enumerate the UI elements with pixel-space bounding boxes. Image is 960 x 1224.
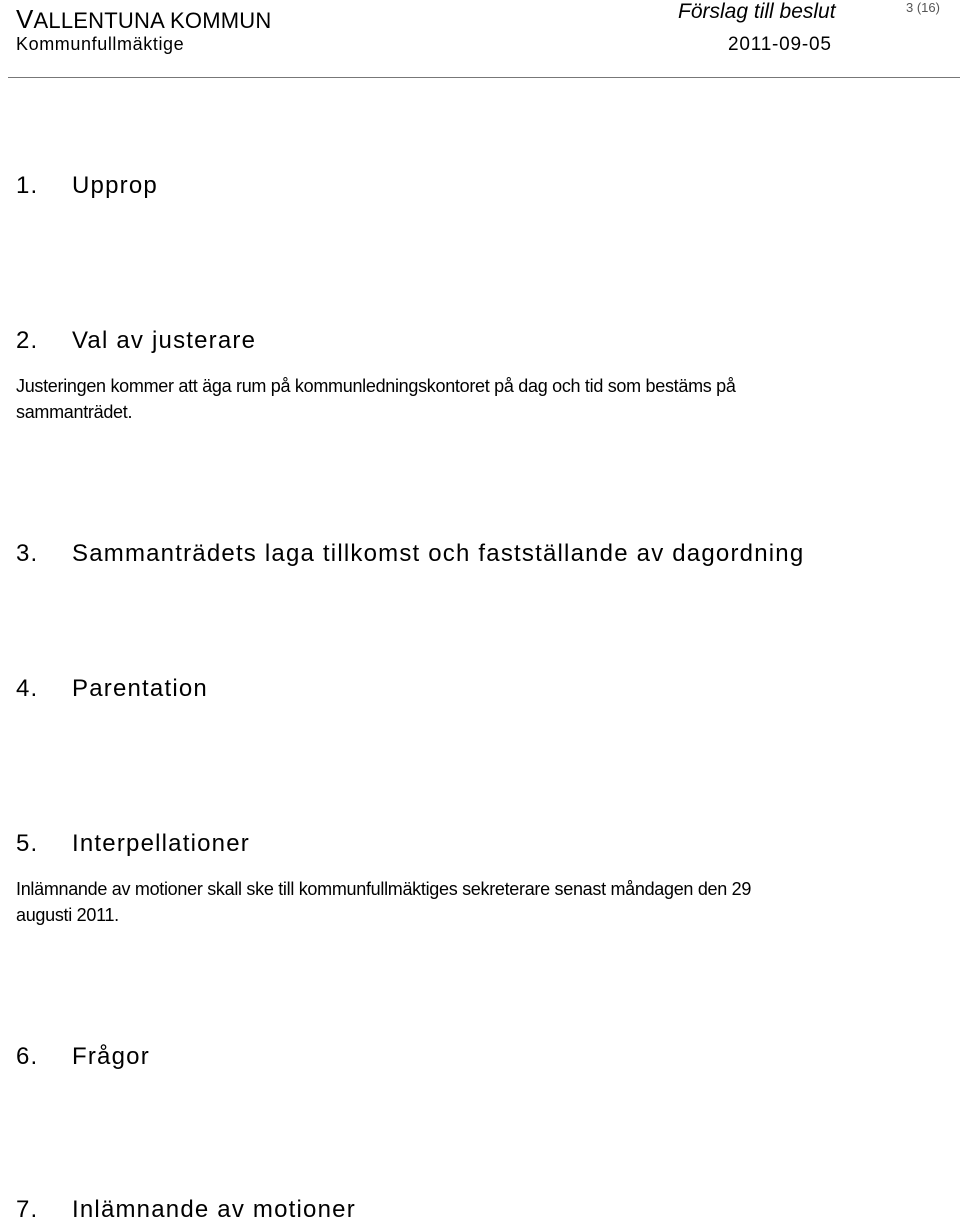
agenda-item-number: 6. [16,1043,39,1070]
agenda-item-heading [16,1043,150,1071]
agenda-item-heading [16,327,256,355]
body-line: Justeringen kommer att äga rum på kommunledningskontoret på dag och tid som bestäms på [16,376,736,396]
agenda-item-heading [16,172,158,200]
agenda-item-heading [16,1196,356,1224]
body-line: augusti 2011. [16,905,119,925]
agenda-item-number: 3. [16,540,39,567]
agenda-item-number: 4. [16,675,39,702]
agenda-item-number: 7. [16,1196,39,1223]
department-name: Kommunfullmäktige [16,34,185,54]
document-date: 2011-09-05 [728,34,832,55]
agenda-item-heading [16,830,250,858]
organization-initial: V [16,4,34,34]
header-divider [8,77,960,78]
body-line: Inlämnande av motioner skall ske till kommunfullmäktiges sekreterare senast måndagen den 29 [16,879,752,899]
agenda-item-number: 1. [16,172,39,199]
agenda-item-title: Inlämnande av motioner [72,1196,356,1223]
organization-name-rest: ALLENTUNA KOMMUN [33,8,272,33]
agenda-item-title: Val av justerare [72,327,257,354]
agenda-item-number: 5. [16,830,39,857]
agenda-item-title: Sammanträdets laga tillkomst och fastställande av dagordning [72,540,805,567]
agenda-item-heading [16,540,804,568]
page-number: 3 (16) [906,0,940,15]
agenda-item-heading [16,675,208,703]
agenda-item-number: 2. [16,327,39,354]
agenda-item-title: Parentation [72,675,208,702]
agenda-item-title: Interpellationer [72,830,250,857]
agenda-item-body [16,876,751,928]
body-line: sammanträdet. [16,402,133,422]
agenda-item-title: Frågor [72,1043,150,1070]
document-status: Förslag till beslut [678,0,836,23]
agenda-item-title: Upprop [72,172,158,199]
organization-name [16,4,271,35]
agenda-item-body [16,373,736,425]
